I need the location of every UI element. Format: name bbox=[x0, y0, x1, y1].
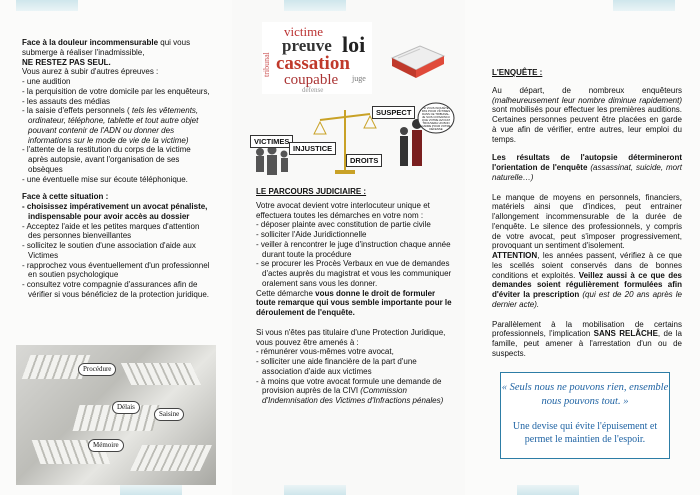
middle-p2 bbox=[256, 289, 456, 318]
list-item: - sollicitez le soutien d'une association d'aide aux Victimes bbox=[22, 241, 212, 261]
word-cloud-image bbox=[262, 22, 372, 94]
list-item: - choisissez impérativement un avocat pénaliste, indispensable pour avoir accès au dossier bbox=[22, 202, 212, 222]
attention-label: ATTENTION bbox=[492, 251, 538, 260]
motto-quote: « Seuls nous ne pouvons rien, ensemble nous pouvons tout. » bbox=[501, 382, 669, 407]
p1-text-end: sont mobilisés pour effectuer les premières auditions. Certaines personnes peuvent être placées en garde à vue afin de vérifier, entre autres, leur emploi du temps. bbox=[492, 105, 682, 144]
cloud-word: tribunal bbox=[262, 52, 271, 77]
p2-text-bold: Les résultats de l'autopsie détermineront l'orientation de l'enquête bbox=[492, 153, 682, 172]
right-heading: L'ENQUÊTE : bbox=[492, 68, 543, 77]
right-text bbox=[492, 68, 682, 359]
p5-text: Parallèlement à la mobilisation de certains professionnels, l'implication bbox=[492, 319, 682, 339]
p5-text-bold: SANS RELÂCHE bbox=[593, 329, 658, 339]
list-item: - solliciter l'Aide Juridictionnelle bbox=[256, 230, 456, 240]
left-text bbox=[22, 38, 212, 300]
panel-tab-top bbox=[16, 0, 78, 11]
left-heading-1: Face à la douleur incommensurable bbox=[22, 38, 159, 47]
list-item: - Acceptez l'aide et les petites marques d'attention des personnes bienveillantes bbox=[22, 222, 212, 242]
left-p1a: qui vous submerge à réaliser l'inadmissible, bbox=[22, 38, 191, 57]
list-item: - veiller à rencontrer le juge d'instruction chaque année durant toute la procédure bbox=[256, 240, 456, 260]
list-item bbox=[256, 377, 456, 406]
label-injustice: INJUSTICE bbox=[289, 142, 336, 155]
list-item bbox=[22, 106, 212, 145]
cloud-word: défense bbox=[302, 86, 324, 94]
p4-text-bold: Veillez aussi à ce que des demandes soient régulièrement formulées afin d'éviter la prescription bbox=[492, 270, 682, 299]
item-text-italic: (Commission d'Indemnisation des Victimes d'Infractions pénales) bbox=[262, 386, 444, 405]
p2-text-bold: vous donne le droit de formuler toute remarque qui vous semble importante pour le déroulement de l'enquête. bbox=[256, 288, 452, 317]
bubble-procedure: Procédure bbox=[78, 363, 116, 376]
list-item: - une éventuelle mise sur écoute téléphonique. bbox=[22, 175, 212, 185]
panel-tab-bottom bbox=[120, 485, 182, 495]
p1-text-italic: (malheureusement leur nombre diminue rapidement) bbox=[492, 95, 682, 105]
item-text-italic: tels les vêtements, ordinateur, téléphone, tablette et tout autre objet pouvant contenir de l'ADN ou donner des informations sur le mode de vie de la victime) bbox=[28, 106, 199, 145]
list-item: - les assauts des médias bbox=[22, 97, 212, 107]
middle-list-2 bbox=[256, 347, 456, 406]
cloud-word: cassation bbox=[276, 53, 350, 74]
left-list-2 bbox=[22, 202, 212, 300]
motto-caption: Une devise qui évite l'épuisement et permet le maintien de l'espoir. bbox=[512, 421, 658, 446]
panel-tab-bottom bbox=[284, 485, 346, 495]
list-item: - déposer plainte avec constitution de partie civile bbox=[256, 220, 456, 230]
middle-text bbox=[256, 187, 456, 406]
list-item: - l'attente de la restitution du corps de la victime après autopsie, avant l'organisation de ses obsèques bbox=[22, 145, 212, 174]
p4-text: , les années passent, vérifiez à ce que les scellés soient conservés dans de bonnes conditions et exploités. bbox=[492, 251, 682, 280]
right-p1 bbox=[492, 86, 682, 145]
list-item: - se procurer les Procès Verbaux en vue de demandes d'actes auprès du magistrat et vous les communiquer oralement sans vous les donner. bbox=[256, 259, 456, 288]
list-item: - rapprochez vous éventuellement d'un professionnel en soutien psychologique bbox=[22, 261, 212, 281]
right-p3: Le manque de moyens en personnels, financiers, matériels ainsi que d'indices, peut entrainer l'allongement incommensurable de la durée de l'enquête. Le silence des professionnels, y compris de votre avocat, peut s'imposer progressivement, provoquant un sentiment d'isolement. bbox=[492, 192, 682, 251]
item-text: à moins que votre avocat formule une demande de provision auprès de la CIVI bbox=[260, 376, 442, 396]
p1-text: Au départ, de nombreux enquêteurs bbox=[492, 85, 682, 95]
staircase-illustration bbox=[16, 345, 216, 485]
left-p1b: NE RESTEZ PAS SEUL. bbox=[22, 57, 111, 67]
item-text: la saisie d'effets personnels ( bbox=[26, 106, 132, 116]
cloud-word: victime bbox=[284, 24, 323, 39]
panel-tab-bottom bbox=[517, 485, 579, 495]
p4-text-italic: (qui est de 20 ans après le dernier acte). bbox=[492, 290, 682, 309]
speech-bubble-text: SI VOUS INQUIÈTE PAS POUR VICTIMES DANS CE TRIBUNAL. JE SUIS CONVAINCU QUE VOTRE AVOCAT TROUVERA UN BON CADRE POUR VOTRE DÉFENSE bbox=[421, 106, 451, 132]
label-droits: DROITS bbox=[346, 154, 382, 167]
cloud-word: loi bbox=[342, 32, 366, 57]
p2-text: Cette démarche bbox=[256, 288, 316, 298]
list-item: - une audition bbox=[22, 77, 212, 87]
bubble-delais: Délais bbox=[112, 401, 140, 414]
right-p4 bbox=[492, 251, 682, 310]
left-heading-2: Face à cette situation : bbox=[22, 192, 109, 202]
list-item: - consultez votre compagnie d'assurances afin de vérifier si vous bénéficiez de la protection juridique. bbox=[22, 280, 212, 300]
right-p5 bbox=[492, 320, 682, 359]
middle-list-1 bbox=[256, 220, 456, 288]
left-p2: Vous aurez à subir d'autres épreuves : bbox=[22, 67, 159, 77]
list-item: - solliciter une aide financière de la part d'une association d'aide aux victimes bbox=[256, 357, 456, 377]
bubble-saisine: Saisine bbox=[154, 408, 184, 421]
right-p2 bbox=[492, 153, 682, 182]
list-item: - rémunérer vous-mêmes votre avocat, bbox=[256, 347, 456, 357]
label-victimes: VICTIMES bbox=[250, 135, 293, 148]
middle-p1: Votre avocat devient votre interlocuteur unique et effectuera toutes les démarches en votre nom : bbox=[256, 200, 430, 220]
p2-text-italic: (assassinat, suicide, mort naturelle…) bbox=[492, 163, 682, 182]
middle-p3: Si vous n'êtes pas titulaire d'une Protection Juridique, vous pouvez être amenés à : bbox=[256, 327, 446, 347]
cloud-word: preuve bbox=[282, 36, 332, 55]
book-image bbox=[386, 36, 448, 84]
p5-text-end: , de la famille, peut amener à l'arrestation d'un ou de suspects. bbox=[492, 329, 682, 358]
cloud-word: coupable bbox=[284, 72, 339, 88]
bubble-memoire: Mémoire bbox=[88, 439, 124, 452]
list-item: - la perquisition de votre domicile par les enquêteurs, bbox=[22, 87, 212, 97]
cloud-word: juge bbox=[352, 74, 366, 83]
panel-tab-top bbox=[613, 0, 675, 11]
panel-tab-top bbox=[284, 0, 346, 11]
label-suspect: SUSPECT bbox=[372, 106, 415, 119]
middle-heading: LE PARCOURS JUDICIAIRE : bbox=[256, 187, 367, 196]
left-list-1 bbox=[22, 77, 212, 184]
motto-box bbox=[500, 372, 670, 459]
